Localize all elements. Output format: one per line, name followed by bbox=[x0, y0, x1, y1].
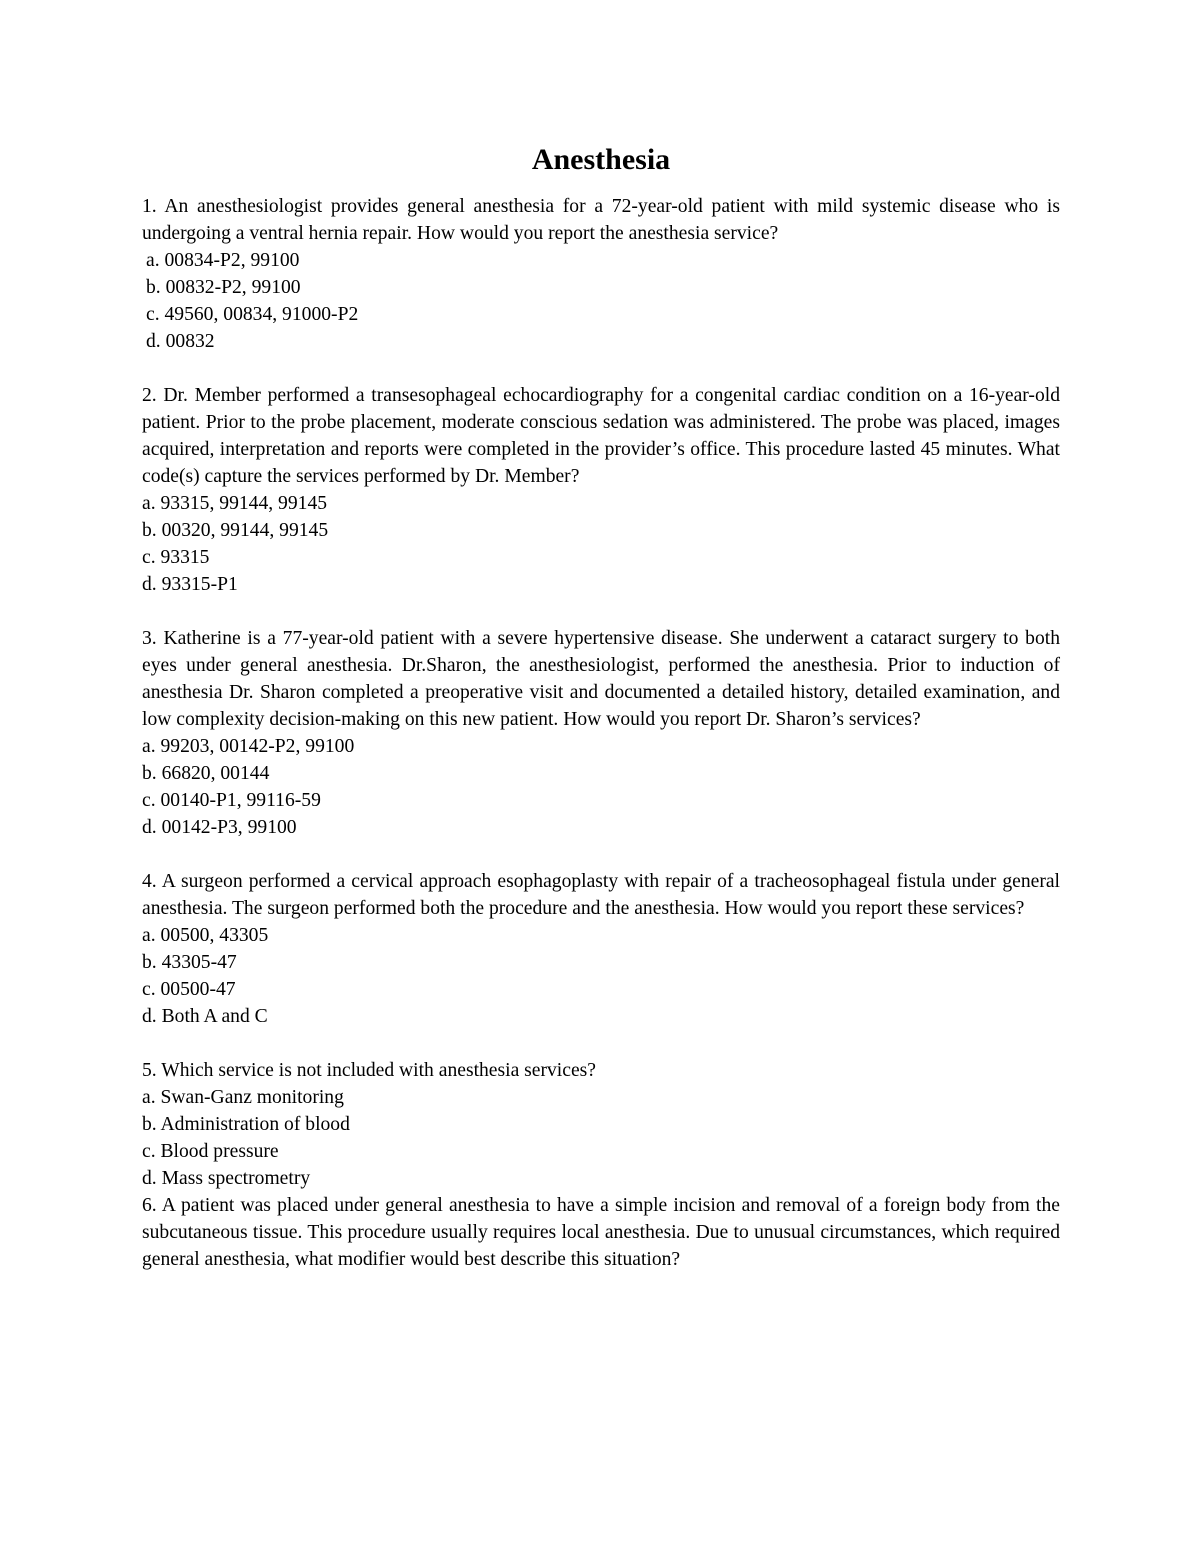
question-text: 3. Katherine is a 77-year-old patient with a severe hypertensive disease. She underwent a cataract surgery to both eyes under general anesthesia. Dr.Sharon, the anesthesiologist, performed the anesthesia. Prior to induction of anesthesia Dr. Sharon completed a preoperative visit and documented a detailed history, detailed examination, and low complexity decision-making on this new patient. How would you report Dr. Sharon’s services? bbox=[142, 628, 1060, 730]
answer-option: a. Swan-Ganz monitoring bbox=[142, 1087, 344, 1108]
answer-option: a. 00500, 43305 bbox=[142, 925, 269, 946]
question-4 bbox=[142, 868, 1060, 1030]
document-page bbox=[142, 140, 1060, 1273]
answer-option: a. 00834-P2, 99100 bbox=[146, 250, 300, 271]
answer-option: b. 00320, 99144, 99145 bbox=[142, 520, 329, 541]
answer-options bbox=[142, 490, 1060, 598]
answer-option: d. 93315-P1 bbox=[142, 574, 238, 595]
question-text: 1. An anesthesiologist provides general anesthesia for a 72-year-old patient with mild systemic disease who is undergoing a ventral hernia repair. How would you report the anesthesia service? bbox=[142, 196, 1060, 244]
question-text: 4. A surgeon performed a cervical approach esophagoplasty with repair of a tracheosophageal fistula under general anesthesia. The surgeon performed both the procedure and the anesthesia. How would you report these services? bbox=[142, 871, 1060, 919]
answer-options bbox=[142, 922, 1060, 1030]
answer-option: c. 00140-P1, 99116-59 bbox=[142, 790, 321, 811]
page-title: Anesthesia bbox=[531, 143, 671, 176]
answer-option: a. 93315, 99144, 99145 bbox=[142, 493, 328, 514]
question-text: 6. A patient was placed under general anesthesia to have a simple incision and removal of a foreign body from the subcutaneous tissue. This procedure usually requires local anesthesia. Due to unusual circumstances, which required general anesthesia, what modifier would best describe this situation? bbox=[142, 1195, 1060, 1270]
answer-option: c. Blood pressure bbox=[142, 1141, 279, 1162]
question-3 bbox=[142, 625, 1060, 841]
answer-option: b. 00832-P2, 99100 bbox=[146, 277, 301, 298]
answer-option: d. Both A and C bbox=[142, 1006, 268, 1027]
question-5 bbox=[142, 1057, 1060, 1192]
question-1 bbox=[142, 193, 1060, 355]
answer-option: b. 43305-47 bbox=[142, 952, 237, 973]
answer-option: d. 00142-P3, 99100 bbox=[142, 817, 297, 838]
answer-options bbox=[142, 247, 1060, 355]
answer-option: b. 66820, 00144 bbox=[142, 763, 270, 784]
answer-option: d. Mass spectrometry bbox=[142, 1168, 311, 1189]
question-text: 5. Which service is not included with anesthesia services? bbox=[142, 1060, 596, 1081]
question-6 bbox=[142, 1192, 1060, 1273]
answer-options bbox=[142, 733, 1060, 841]
question-text: 2. Dr. Member performed a transesophageal echocardiography for a congenital cardiac condition on a 16-year-old patient. Prior to the probe placement, moderate conscious sedation was administered. The probe was placed, images acquired, interpretation and reports were completed in the provider’s office. This procedure lasted 45 minutes. What code(s) capture the services performed by Dr. Member? bbox=[142, 385, 1060, 487]
answer-option: c. 49560, 00834, 91000-P2 bbox=[146, 304, 359, 325]
answer-option: b. Administration of blood bbox=[142, 1114, 350, 1135]
answer-option: c. 93315 bbox=[142, 547, 210, 568]
answer-option: d. 00832 bbox=[146, 331, 215, 352]
answer-option: c. 00500-47 bbox=[142, 979, 236, 1000]
answer-option: a. 99203, 00142-P2, 99100 bbox=[142, 736, 355, 757]
question-2 bbox=[142, 382, 1060, 598]
answer-options bbox=[142, 1084, 1060, 1192]
